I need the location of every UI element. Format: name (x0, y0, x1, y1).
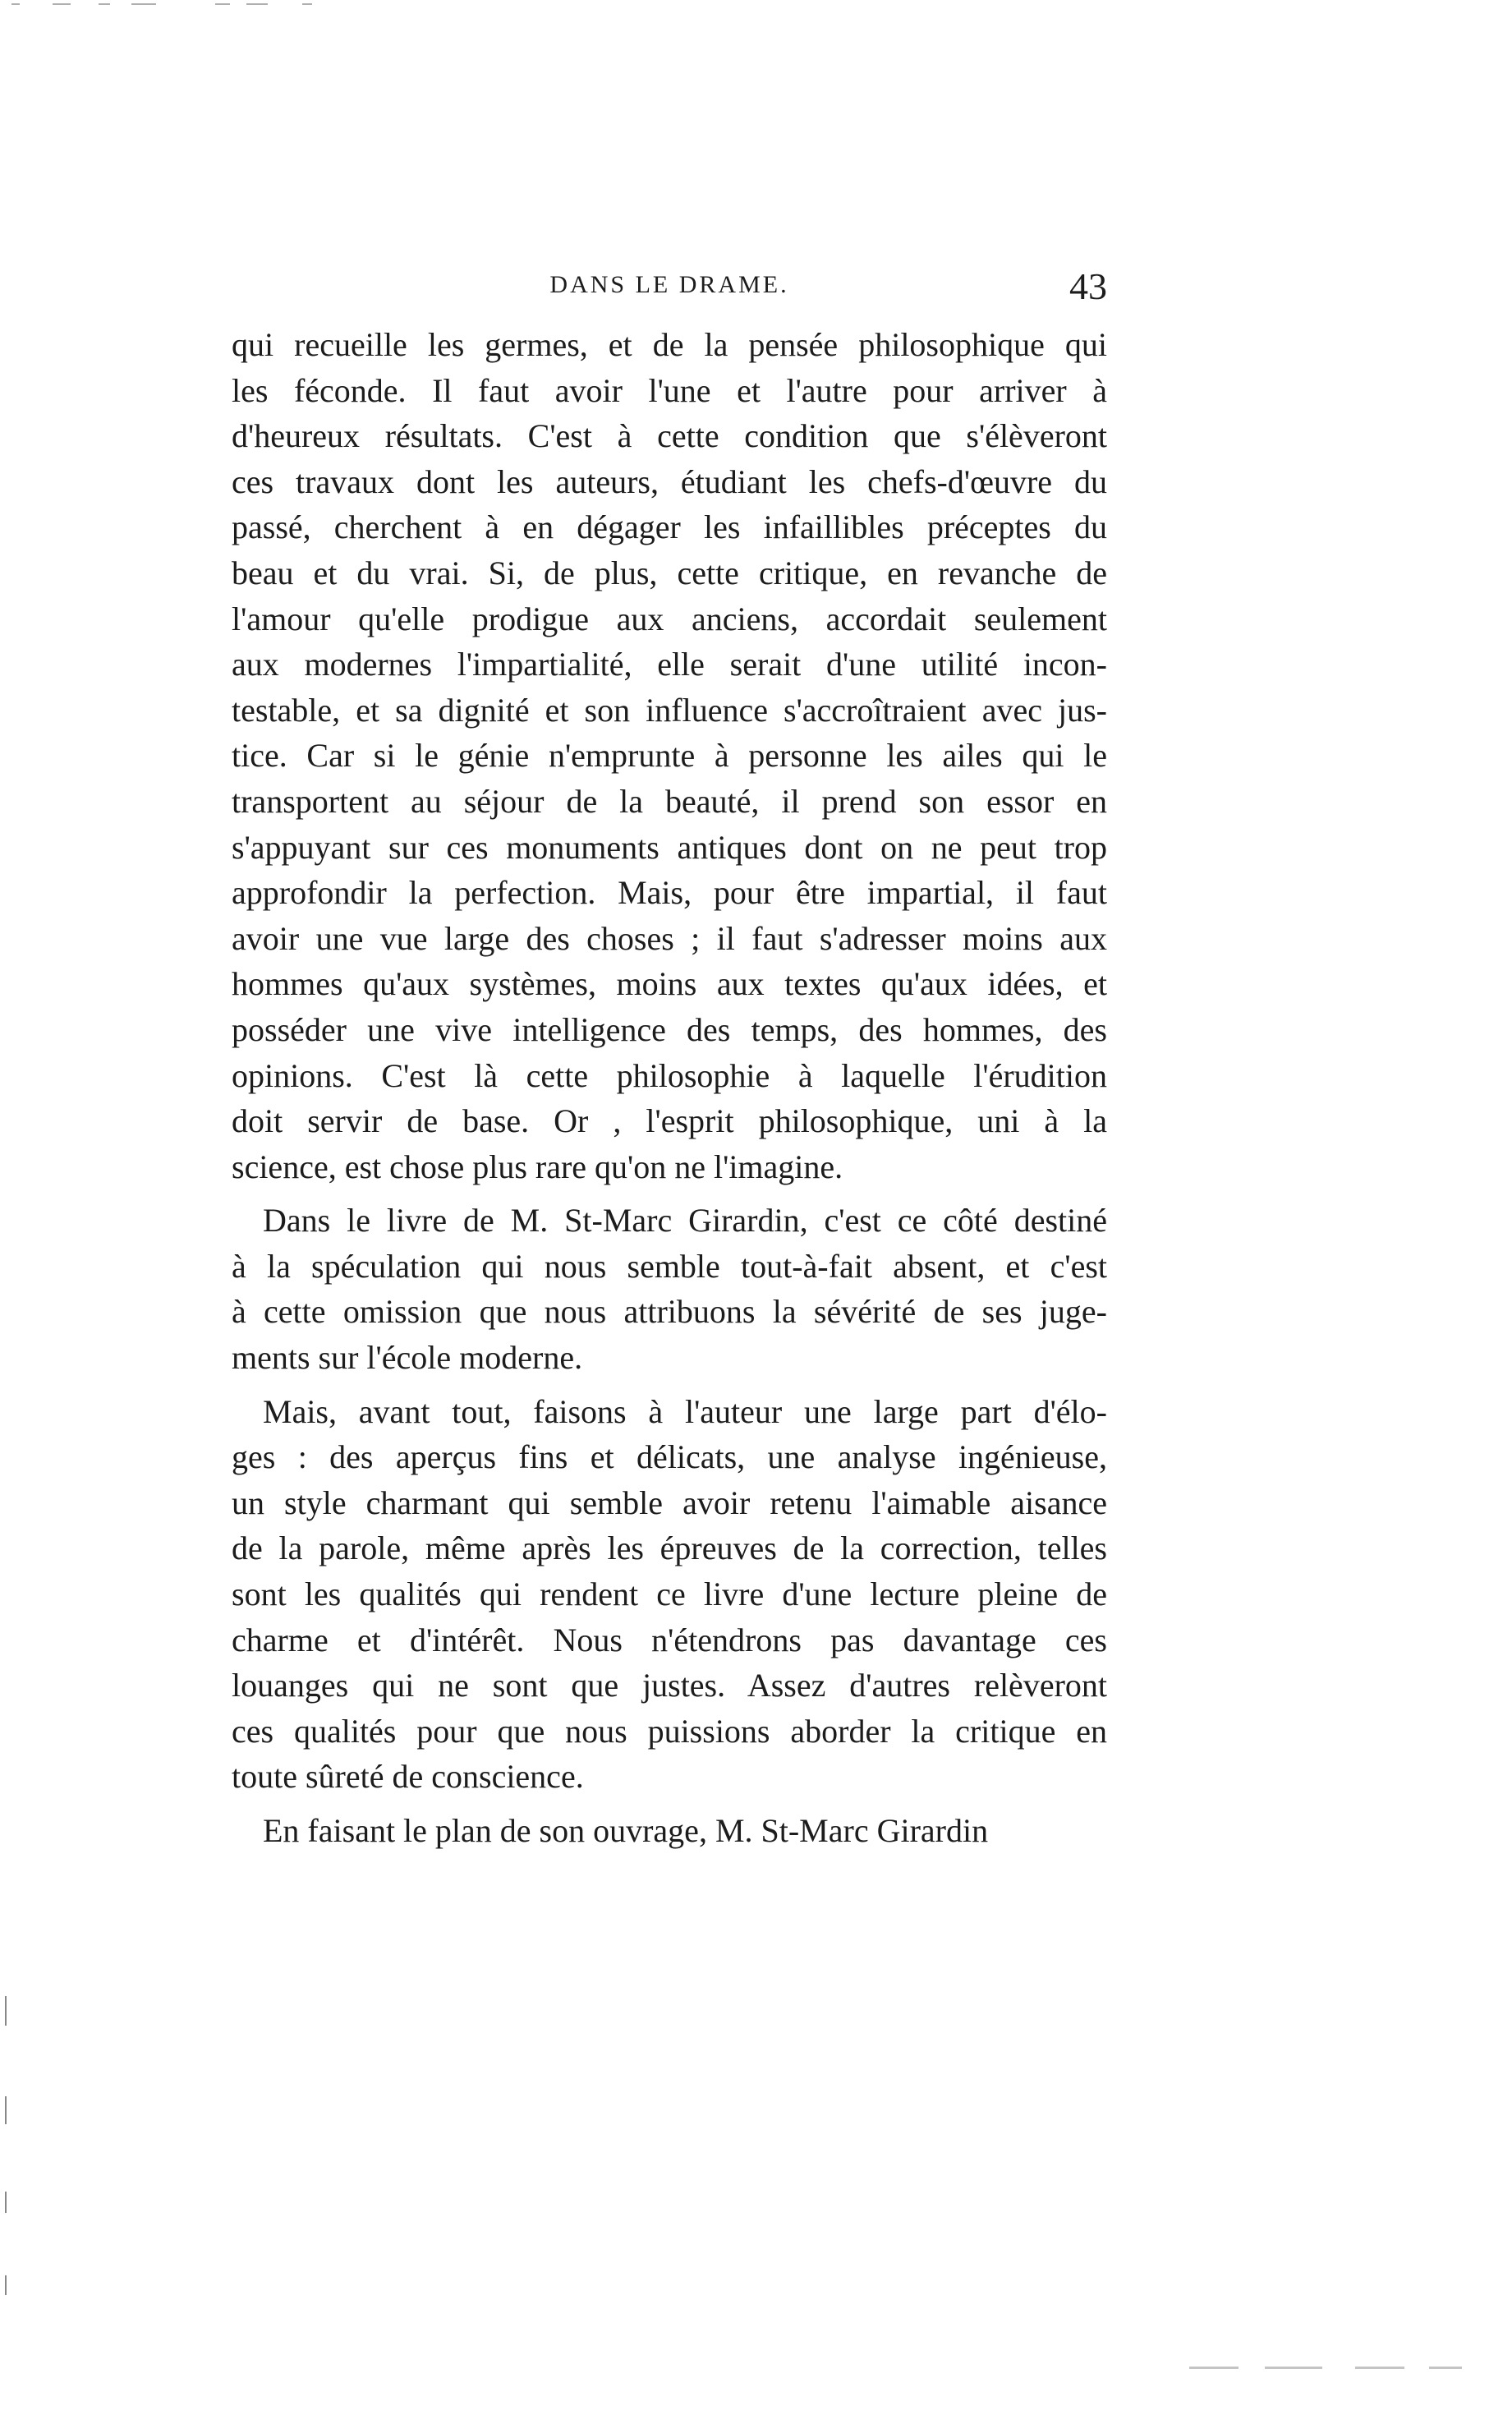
scan-artifact (215, 3, 230, 5)
scan-artifact (302, 3, 312, 5)
text-line: posséder une vive intelligence des temps, des hommes, des (232, 1010, 1107, 1048)
text-line: aux modernes l'impartialité, elle serait d'une utilité incon- (232, 646, 1107, 683)
text-line: ments sur l'école moderne. (232, 1339, 583, 1377)
text-line: tice. Car si le génie n'emprunte à personne les ailes qui le (232, 737, 1107, 775)
scan-artifact (1265, 2367, 1322, 2369)
text-line: doit servir de base. Or , l'esprit philosophique, uni à la (232, 1102, 1107, 1140)
paragraph-gap (232, 1381, 1107, 1389)
paragraph (232, 1389, 1107, 1800)
text-line: ces qualités pour que nous puissions aborder la critique en (232, 1712, 1107, 1750)
text-line: transportent au séjour de la beauté, il prend son essor en (232, 782, 1107, 820)
text-line: d'heureux résultats. C'est à cette condition que s'élèveront (232, 417, 1107, 455)
text-line: charme et d'intérêt. Nous n'étendrons pas davantage ces (232, 1621, 1107, 1658)
running-title: DANS LE DRAME. (549, 271, 789, 298)
text-line: Mais, avant tout, faisons à l'auteur une large part d'élo- (263, 1392, 1107, 1430)
text-line: ges : des aperçus fins et délicats, une analyse ingénieuse, (232, 1438, 1107, 1476)
text-line: à cette omission que nous attribuons la sévérité de ses juge- (232, 1293, 1107, 1331)
text-line: science, est chose plus rare qu'on ne l'imagine. (232, 1148, 843, 1185)
body-text (232, 322, 1107, 1854)
text-line: testable, et sa dignité et son influence s'accroîtraient avec jus- (232, 691, 1107, 729)
text-line: toute sûreté de conscience. (232, 1758, 584, 1796)
running-head (232, 264, 1107, 314)
scan-artifact (5, 2096, 7, 2124)
text-line: Dans le livre de M. St-Marc Girardin, c'est ce côté destiné (263, 1202, 1107, 1240)
scan-artifact (1429, 2367, 1462, 2369)
paragraph (232, 322, 1107, 1189)
scan-artifact (5, 2275, 7, 2295)
scan-artifact (1355, 2367, 1404, 2369)
paragraph-gap (232, 1189, 1107, 1198)
scan-artifact (53, 3, 71, 5)
text-line: qui recueille les germes, et de la pensée philosophique qui (232, 326, 1107, 363)
text-line: de la parole, même après les épreuves de la correction, telles (232, 1530, 1107, 1567)
scan-artifact (99, 3, 110, 5)
text-line: approfondir la perfection. Mais, pour être impartial, il faut (232, 874, 1107, 912)
text-line: l'amour qu'elle prodigue aux anciens, accordait seulement (232, 600, 1107, 637)
text-line: beau et du vrai. Si, de plus, cette critique, en revanche de (232, 554, 1107, 591)
text-line: s'appuyant sur ces monuments antiques dont on ne peut trop (232, 828, 1107, 866)
text-line: passé, cherchent à en dégager les infaillibles préceptes du (232, 508, 1107, 546)
paragraph (232, 1198, 1107, 1380)
paragraph (232, 1808, 1107, 1854)
text-line: ces travaux dont les auteurs, étudiant les chefs-d'œuvre du (232, 462, 1107, 500)
text-line: à la spéculation qui nous semble tout-à-fait absent, et c'est (232, 1247, 1107, 1285)
text-line: hommes qu'aux systèmes, moins aux textes qu'aux idées, et (232, 965, 1107, 1003)
scan-artifact (131, 3, 156, 5)
text-line: En faisant le plan de son ouvrage, M. St-Marc Girardin (263, 1812, 989, 1849)
scan-artifact (5, 2192, 7, 2213)
scan-artifact (5, 1996, 7, 2026)
page-number: 43 (1069, 265, 1107, 307)
text-line: opinions. C'est là cette philosophie à laquelle l'érudition (232, 1056, 1107, 1094)
paragraph-gap (232, 1800, 1107, 1808)
text-line: louanges qui ne sont que justes. Assez d'autres relèveront (232, 1667, 1107, 1704)
text-line: les féconde. Il faut avoir l'une et l'autre pour arriver à (232, 371, 1107, 409)
text-line: sont les qualités qui rendent ce livre d'une lecture pleine de (232, 1576, 1107, 1613)
scan-artifact (11, 3, 20, 5)
text-line: avoir une vue large des choses ; il faut s'adresser moins aux (232, 919, 1107, 957)
text-line: un style charmant qui semble avoir retenu l'aimable aisance (232, 1484, 1107, 1521)
scan-artifact (246, 3, 268, 5)
scan-artifact (1189, 2367, 1239, 2369)
